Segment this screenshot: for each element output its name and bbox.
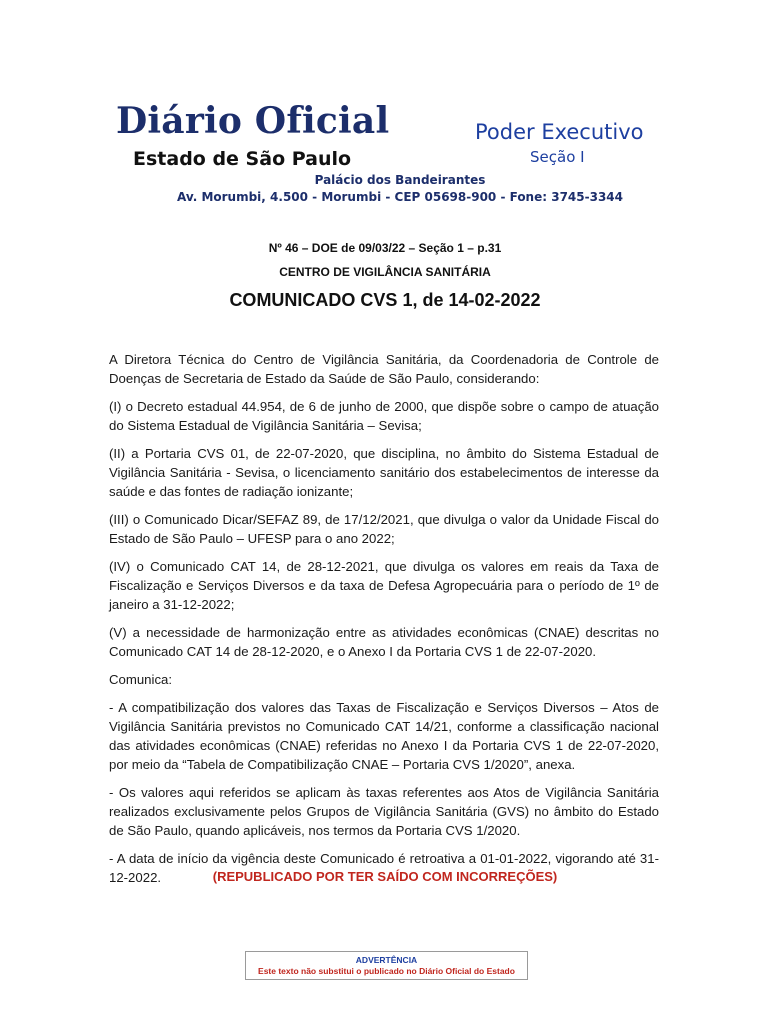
warning-heading: ADVERTÊNCIA xyxy=(355,955,418,965)
document-title: COMUNICADO CVS 1, de 14-02-2022 xyxy=(229,290,541,310)
paragraph-clause-3: - A data de início da vigência deste Comunicado é retroativa a 01-01-2022, vigorando até 31-12-2022. xyxy=(109,851,659,885)
paragraph-clause-1: - A compatibilização dos valores das Taxas de Fiscalização e Serviços Diversos – Atos de Vigilância Sanitária previstos no Comunicado CAT 14/21, conforme a classificação nacional das atividades econômicas (CNAE) referidas no Anexo I da Portaria CVS 1 de 22-07-2020, por meio da “Tabela de Compatibilização CNAE – Portaria CVS 1/2020”, anexa. xyxy=(109,700,659,772)
paragraph-intro: A Diretora Técnica do Centro de Vigilância Sanitária, da Coordenadoria de Controle de Doenças de Secretaria de Estado da Saúde de São Paulo, considerando: xyxy=(109,352,659,386)
republish-note: (REPUBLICADO POR TER SAÍDO COM INCORREÇÕES) xyxy=(212,869,558,884)
paragraph-item-2: (II) a Portaria CVS 01, de 22-07-2020, que disciplina, no âmbito do Sistema Estadual de Vigilância Sanitária - Sevisa, o licenciamento sanitário dos estabelecimentos de interesse da saúde e das fontes de radiação ionizante; xyxy=(109,446,659,499)
masthead-section: Seção I xyxy=(530,148,585,166)
paragraph-clause-2: - Os valores aqui referidos se aplicam às taxas referentes aos Atos de Vigilância Sanitária realizados exclusivamente pelos Grupos de Vigilância Sanitária (GVS) no âmbito do Estado de São Paulo, quando aplicáveis, nos termos da Portaria CVS 1/2020. xyxy=(109,785,659,838)
agency-name: CENTRO DE VIGILÂNCIA SANITÁRIA xyxy=(279,265,491,279)
warning-text: Este texto não substitui o publicado no Diário Oficial do Estado xyxy=(258,966,515,976)
document-body xyxy=(109,350,659,896)
masthead-title: Diário Oficial xyxy=(116,100,390,142)
paragraph-item-1: (I) o Decreto estadual 44.954, de 6 de junho de 2000, que dispõe sobre o campo de atuação do Sistema Estadual de Vigilância Sanitária – Sevisa; xyxy=(109,399,659,433)
masthead-palace: Palácio dos Bandeirantes xyxy=(314,173,486,187)
warning-box xyxy=(245,951,528,980)
paragraph-item-3: (III) o Comunicado Dicar/SEFAZ 89, de 17/12/2021, que divulga o valor da Unidade Fiscal do Estado de São Paulo – UFESP para o ano 2022; xyxy=(109,512,659,546)
masthead-branch: Poder Executivo xyxy=(475,120,644,144)
paragraph-item-5: (V) a necessidade de harmonização entre as atividades econômicas (CNAE) descritas no Comunicado CAT 14 de 28-12-2020, e o Anexo I da Portaria CVS 1 de 22-07-2020. xyxy=(109,625,659,659)
masthead-state: Estado de São Paulo xyxy=(133,148,352,170)
publication-reference: Nº 46 – DOE de 09/03/22 – Seção 1 – p.31 xyxy=(268,241,502,255)
masthead-address: Av. Morumbi, 4.500 - Morumbi - CEP 05698-900 - Fone: 3745-3344 xyxy=(177,190,623,204)
paragraph-comunica: Comunica: xyxy=(109,672,173,687)
paragraph-item-4: (IV) o Comunicado CAT 14, de 28-12-2021, que divulga os valores em reais da Taxa de Fiscalização e Serviços Diversos e da taxa de Defesa Agropecuária para o período de 1º de janeiro a 31-12-2022; xyxy=(109,559,659,612)
